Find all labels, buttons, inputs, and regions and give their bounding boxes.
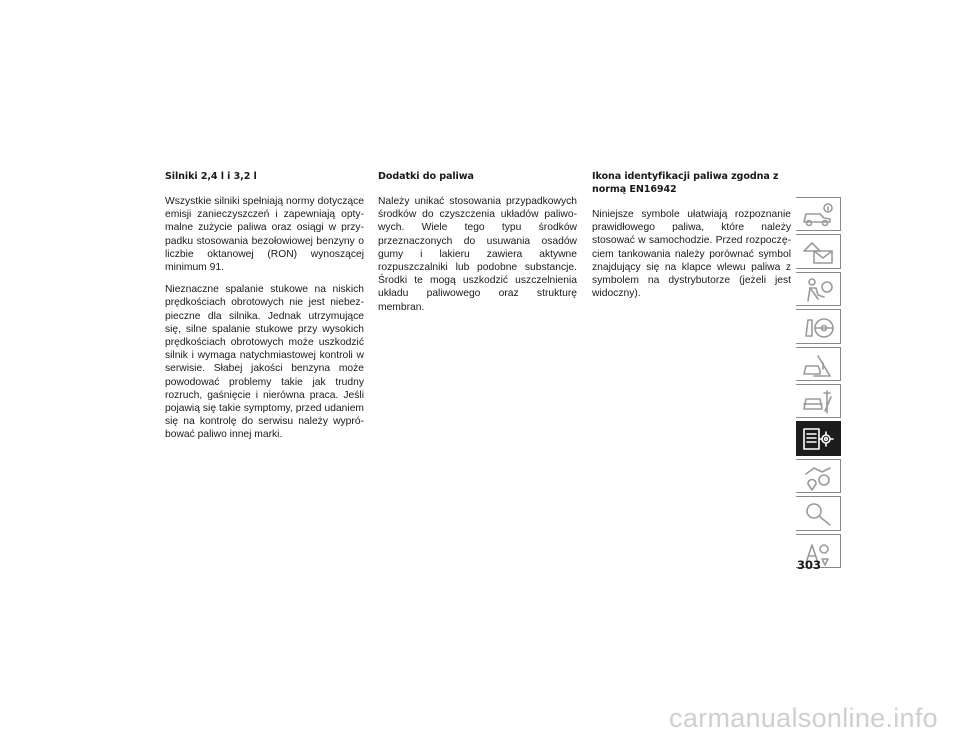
index-search-icon bbox=[800, 499, 836, 529]
paragraph: Wszystkie silniki spełniają normy dotyczące emisji zanieczyszczeń i zapewniają optymalne zużycie paliwa oraz osiągi w przypadku stosowania bezołowiowej benzyny o liczbie oktanowej (RON) wynoszącej minimum 91. bbox=[165, 196, 364, 274]
tab-car-tools[interactable] bbox=[796, 384, 841, 418]
tab-specifications[interactable] bbox=[796, 421, 841, 455]
page-number: 303 bbox=[797, 558, 822, 572]
tab-car-info[interactable] bbox=[796, 197, 841, 231]
tab-index-search[interactable] bbox=[796, 496, 841, 530]
column-3 bbox=[592, 170, 791, 309]
tab-mail-warning[interactable] bbox=[796, 234, 841, 268]
paragraph: Niniejsze symbole ułatwiają rozpoznanie prawidłowego paliwa, które należy stosować w samochodzie. Przed rozpoczęciem tankowania należy porównać symbol znajdujący się na klapce wlewu paliwa z symbolem na dystrybutorze (jeżeli jest widoczny). bbox=[592, 209, 791, 300]
car-tools-icon bbox=[800, 387, 836, 417]
mail-warning-icon bbox=[800, 237, 836, 267]
chapter-tabs bbox=[796, 197, 841, 571]
tab-steering-wheel[interactable] bbox=[796, 309, 841, 343]
tab-service-map[interactable] bbox=[796, 459, 841, 493]
watermark: carmanualsonline.info bbox=[669, 703, 938, 733]
service-map-icon bbox=[800, 462, 836, 492]
seatbelt-airbag-icon bbox=[800, 275, 836, 305]
column-2 bbox=[378, 170, 577, 323]
tab-car-warning[interactable] bbox=[796, 347, 841, 381]
section-heading: Silniki 2,4 l i 3,2 l bbox=[165, 171, 257, 182]
tab-seatbelt-airbag[interactable] bbox=[796, 272, 841, 306]
column-1 bbox=[165, 170, 364, 451]
section-heading: Dodatki do paliwa bbox=[378, 171, 474, 182]
section-heading: Ikona identyfikacji paliwa zgodna z normą EN16942 bbox=[592, 171, 779, 195]
paragraph: Należy unikać stosowania przypadkowych środków do czyszczenia układów paliwowych. Wiele tego typu środków przeznaczonych do usuwania osadów gumy i lakieru zawiera aktywne rozpuszczalniki lub podobne substancje. Środki te mogą uszkodzić uszczelnienia układu paliwowego oraz strukturę membran. bbox=[378, 196, 577, 313]
car-warning-icon bbox=[800, 350, 836, 380]
paragraph: Nieznaczne spalanie stukowe na niskich prędkościach obrotowych nie jest niebezpieczne dla silnika. Jednak utrzymujące się, silne spalanie stukowe przy wysokich prędkościach obrotowych może uszkodzić silnik i wymaga natychmiastowej kontroli w serwisie. Słabej jakości benzyna może powodować problemy takie jak trudny rozruch, gaśnięcie i nierówna praca. Jeśli pojawią się takie symptomy, przed udaniem się na kontrolę do serwisu należy wypróbować paliwo innej marki. bbox=[165, 284, 364, 441]
specifications-gear-icon bbox=[800, 424, 836, 454]
car-info-icon bbox=[800, 200, 836, 230]
steering-wheel-icon bbox=[800, 312, 836, 342]
